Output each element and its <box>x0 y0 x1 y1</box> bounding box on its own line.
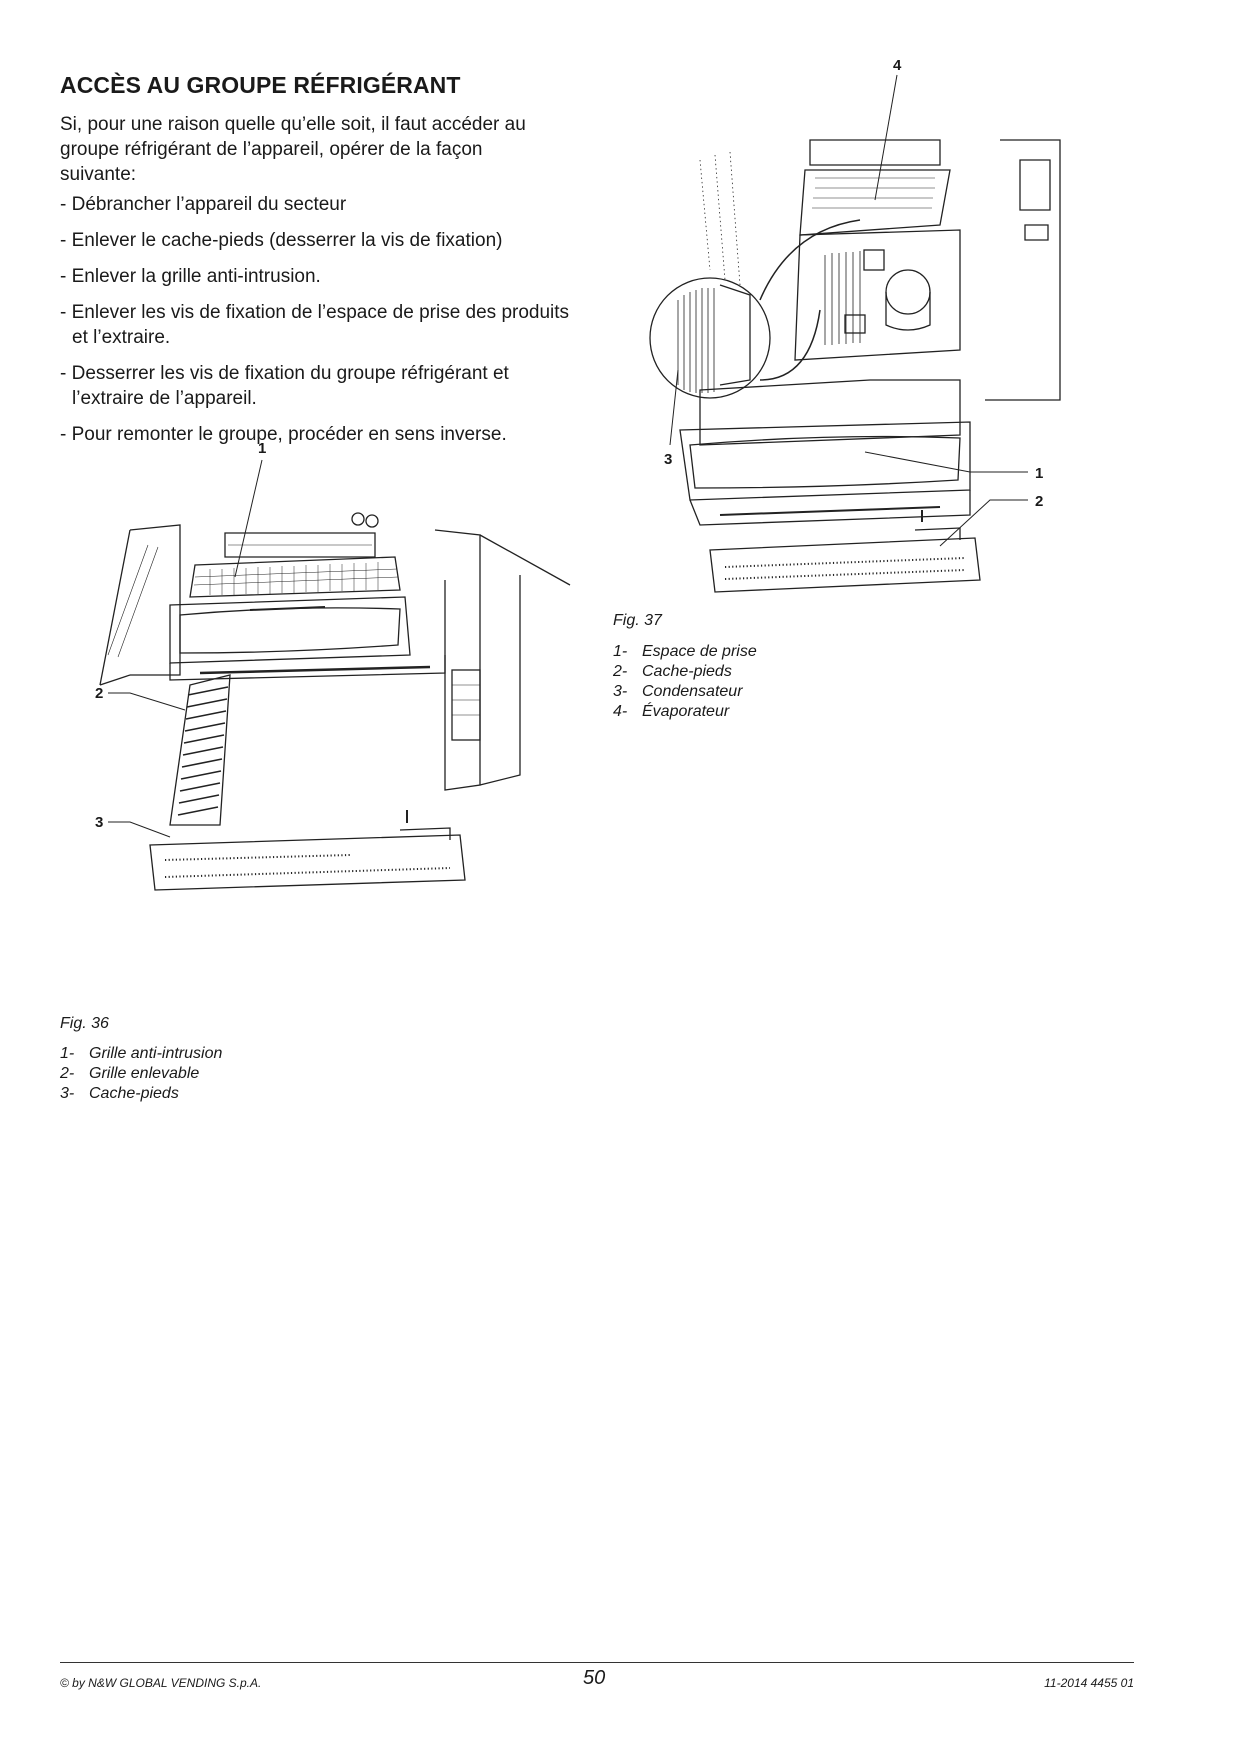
figure-37-illustration <box>640 57 1100 620</box>
step-item: - Desserrer les vis de fixation du groupe réfrigérant et l’extraire de l’appareil. <box>60 363 509 409</box>
step-item: - Enlever les vis de fixation de l’espace de prise des produits et l’extraire. <box>60 302 570 348</box>
legend-item: 2- Grille enlevable <box>60 1065 200 1082</box>
intro-paragraph: Si, pour une raison quelle qu’elle soit, il faut accéder au groupe réfrigérant de l’appareil, opérer de la façon suivante: <box>60 114 526 185</box>
fig36-callout-3: 3 <box>95 814 104 831</box>
fig36-callout-2: 2 <box>95 685 104 702</box>
fig37-callout-4: 4 <box>893 57 902 74</box>
step-item: - Pour remonter le groupe, procéder en sens inverse. <box>60 424 507 445</box>
footer-doc-ref: 11-2014 4455 01 <box>1044 1676 1134 1690</box>
fig37-callout-1: 1 <box>1035 465 1044 482</box>
fig37-callout-2: 2 <box>1035 493 1044 510</box>
fig36-legend <box>60 1044 222 1104</box>
figure-37-drawing <box>640 57 1100 620</box>
legend-item: 3- Condensateur <box>613 683 743 700</box>
section-title: ACCÈS AU GROUPE RÉFRIGÉRANT <box>60 72 461 98</box>
footer-divider <box>60 1662 1134 1663</box>
fig37-callout-3: 3 <box>664 451 673 468</box>
legend-item: 1- Grille anti-intrusion <box>60 1045 223 1062</box>
figure-36-drawing <box>95 440 540 1005</box>
legend-item: 1- Espace de prise <box>613 643 757 660</box>
legend-item: 4- Évaporateur <box>613 703 730 720</box>
step-item: - Enlever la grille anti-intrusion. <box>60 266 321 287</box>
figure-36-illustration <box>95 440 540 1005</box>
procedure-steps <box>60 192 570 458</box>
fig37-legend <box>613 642 757 722</box>
footer-copyright: © by N&W GLOBAL VENDING S.p.A. <box>60 1676 262 1690</box>
fig36-caption: Fig. 36 <box>60 1015 109 1032</box>
step-item: - Débrancher l’appareil du secteur <box>60 194 347 215</box>
legend-item: 3- Cache-pieds <box>60 1085 179 1102</box>
fig37-caption: Fig. 37 <box>613 612 662 629</box>
fig36-callout-1: 1 <box>258 440 267 457</box>
step-item: - Enlever le cache-pieds (desserrer la vis de fixation) <box>60 230 503 251</box>
legend-item: 2- Cache-pieds <box>613 663 732 680</box>
page-number: 50 <box>583 1667 606 1689</box>
